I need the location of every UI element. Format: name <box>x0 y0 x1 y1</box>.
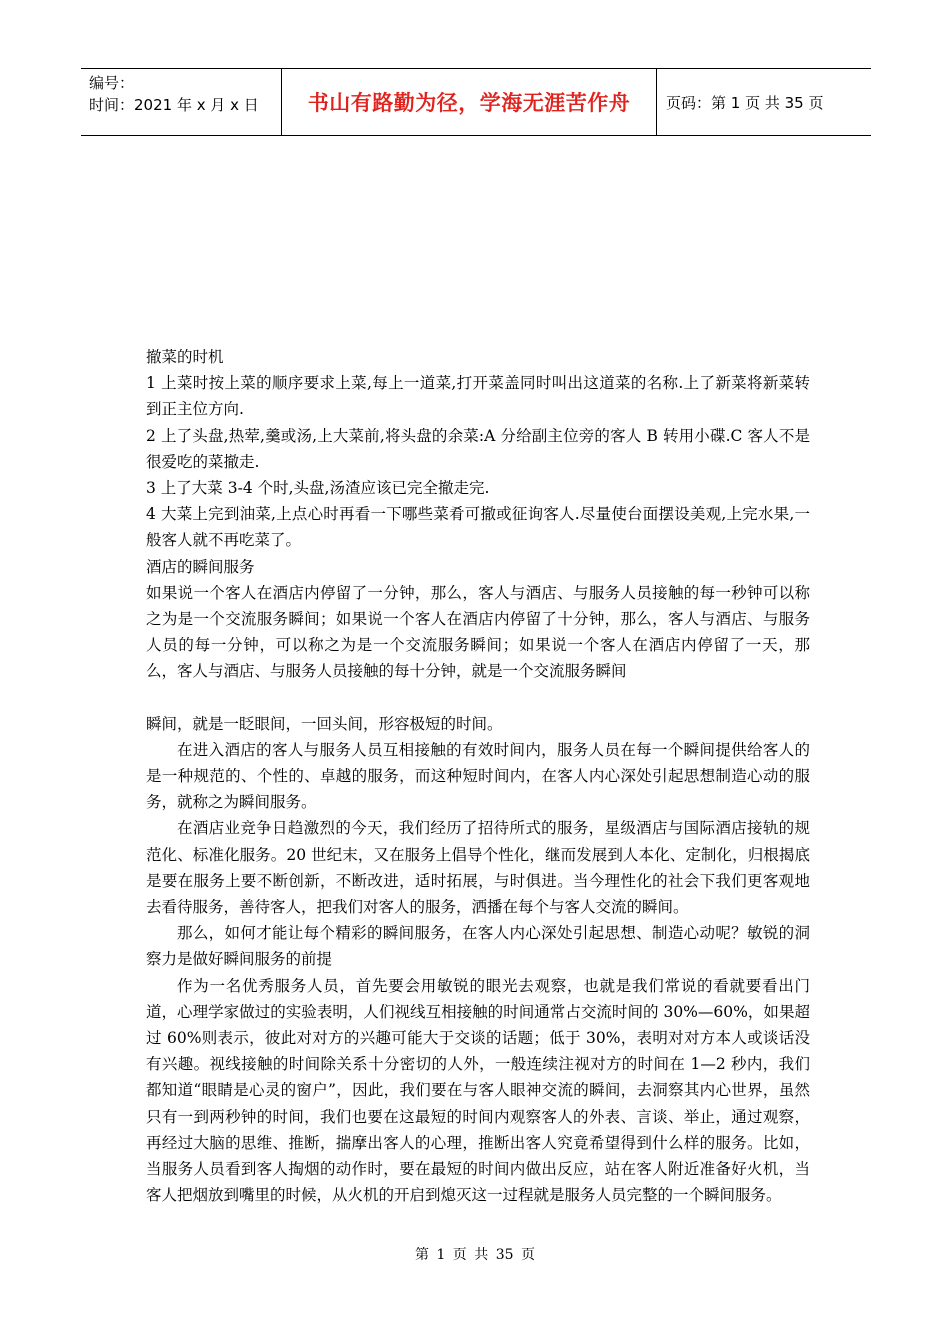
paragraph: 那么，如何才能让每个精彩的瞬间服务，在客人内心深处引起思想、制造心动呢？敏锐的洞察力是做好瞬间服务的前提 <box>146 924 810 969</box>
document-header <box>81 68 871 136</box>
header-motto: 书山有路勤为径，学海无涯苦作舟 <box>282 69 657 135</box>
paragraph: 瞬间，就是一眨眼间，一回头间，形容极短的时间。 <box>146 714 503 733</box>
document-body <box>146 344 810 1209</box>
document-time-label: 时间：2021 年 x 月 x 日 <box>89 96 259 114</box>
section-heading-instant-service: 酒店的瞬间服务 <box>146 557 255 576</box>
document-number-label: 编号： <box>89 74 135 92</box>
section-heading-clear-dishes: 撤菜的时机 <box>146 348 224 366</box>
header-meta <box>81 69 282 135</box>
paragraph: 2 上了头盘,热荤,羹或汤,上大菜前,将头盘的余菜:A 分给副主位旁的客人 B 转用小碟.C 客人不是很爱吃的菜撤走. <box>146 426 810 471</box>
paragraph: 4 大菜上完到油菜,上点心时再看一下哪些菜肴可撤或征询客人.尽量使台面摆设美观,上完水果,一般客人就不再吃菜了。 <box>146 505 810 550</box>
header-page-info: 页码：第 1 页 共 35 页 <box>666 93 824 112</box>
paragraph: 如果说一个客人在酒店内停留了一分钟，那么，客人与酒店、与服务人员接触的每一秒钟可以称之为是一个交流服务瞬间；如果说一个客人在酒店内停留了十分钟，那么，客人与酒店、与服务人员的每一分钟，可以称之为是一个交流服务瞬间；如果说一个客人在酒店内停留了一天，那么，客人与酒店、与服务人员接触的每十分钟，就是一个交流服务瞬间 <box>146 583 810 681</box>
page-footer: 第 1 页 共 35 页 <box>415 1247 535 1263</box>
paragraph: 1 上菜时按上菜的顺序要求上菜,每上一道菜,打开菜盖同时叫出这道菜的名称.上了新菜将新菜转到正主位方向. <box>146 374 810 419</box>
paragraph: 在酒店业竞争日趋激烈的今天，我们经历了招待所式的服务，星级酒店与国际酒店接轨的规范化、标准化服务。20 世纪末，又在服务上倡导个性化，继而发展到人本化、定制化，归根揭底是要在服务上要不断创新，不断改进，适时拓展，与时俱进。当今理性化的社会下我们更客观地去看待服务，善待客人，把我们对客人的服务，洒播在每个与客人交流的瞬间。 <box>146 819 810 917</box>
paragraph: 作为一名优秀服务人员，首先要会用敏锐的眼光去观察，也就是我们常说的看就要看出门道，心理学家做过的实验表明，人们视线互相接触的时间通常占交流时间的 30%—60%，如果超过 60%则表示，彼此对对方的兴趣可能大于交谈的话题；低于 30%，表明对对方本人或谈话没有兴趣。视线接触的时间除关系十分密切的人外，一般连续注视对方的时间在 1—2 秒内，我们都知道“眼睛是心灵的窗户”，因此，我们要在与客人眼神交流的瞬间，去洞察其内心世界，虽然只有一到两秒钟的时间，我们也要在这最短的时间内观察客人的外表、言谈、举止，通过观察，再经过大脑的思维、推断，揣摩出客人的心理，推断出客人究竟希望得到什么样的服务。比如，当服务人员看到客人掏烟的动作时，要在最短的时间内做出反应，站在客人附近准备好火机，当客人把烟放到嘴里的时候，从火机的开启到熄灭这一过程就是服务人员完整的一个瞬间服务。 <box>146 976 810 1205</box>
paragraph: 3 上了大菜 3-4 个时,头盘,汤渣应该已完全撤走完. <box>146 479 490 498</box>
paragraph: 在进入酒店的客人与服务人员互相接触的有效时间内，服务人员在每一个瞬间提供给客人的是一种规范的、个性的、卓越的服务，而这种短时间内，在客人内心深处引起思想制造心动的服务，就称之为瞬间服务。 <box>146 740 810 812</box>
